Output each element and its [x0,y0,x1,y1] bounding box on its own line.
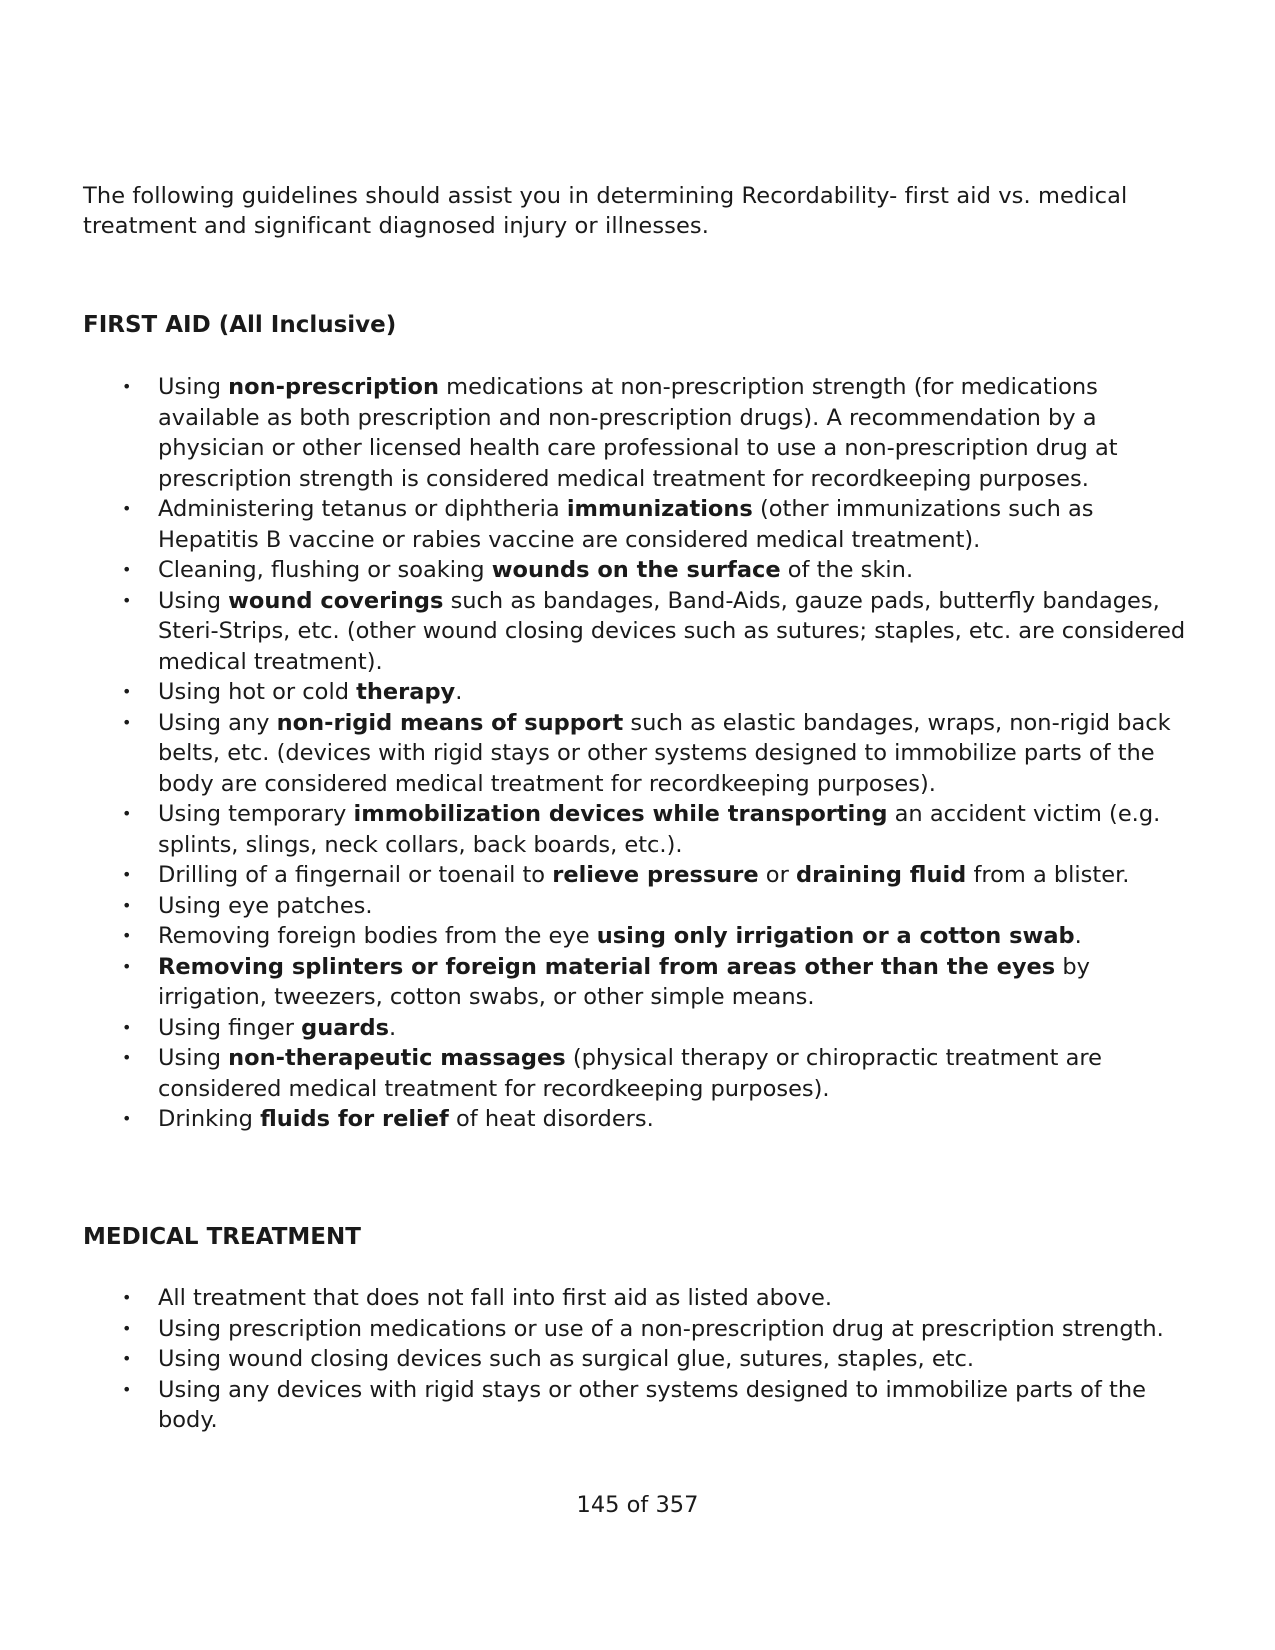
list-item: • Administering tetanus or diphtheria immunizations (other immunizations such as Hepatitis B vaccine or rabies vaccine are considered medical treatment). [122,496,1094,553]
bullet-icon: • [122,377,132,396]
list-item: • All treatment that does not fall into first aid as listed above. [83,1283,1198,1314]
list-item: • Using finger guards. [83,1013,1198,1044]
bullet-icon: • [122,682,132,701]
list-item: • Cleaning, flushing or soaking wounds on the surface of the skin. [83,555,1198,586]
bullet-icon: • [122,895,132,915]
list-item: • Using non-therapeutic massages (physical therapy or chiropractic treatment are considered medical treatment for recordkeeping purposes). [122,1045,1102,1102]
bullet-icon: • [122,926,132,945]
bullet-icon: • [122,1349,132,1368]
bullet-icon: • [122,1288,132,1307]
list-item: • Using wound closing devices such as surgical glue, sutures, staples, etc. [83,1344,1198,1375]
list-item: • Drilling of a fingernail or toenail to relieve pressure or draining fluid from a blister. [83,860,1198,891]
bullet-icon: • [122,1109,132,1128]
list-item: • Using non-prescription medications at non-prescription strength (for medications available as both prescription and non-prescription drugs). A recommendation by a physician or other licensed health care professional to use a non-prescription drug at prescription strength is considered medical treatment for recordkeeping purposes. [122,374,1118,492]
list-item: • Using any devices with rigid stays or other systems designed to immobilize parts of the body. [122,1376,1146,1433]
page-number: 145 of 357 [576,1492,699,1518]
bullet-icon: • [122,1017,132,1037]
list-item: • Removing splinters or foreign material from areas other than the eyes by irrigation, tweezers, cotton swabs, or other simple means. [122,953,1090,1010]
bullet-icon: • [122,865,132,884]
bullet-icon: • [122,499,132,518]
list-item: • Using hot or cold therapy. [83,677,1198,708]
list-item: • Using prescription medications or use of a non-prescription drug at prescription strength. [83,1314,1198,1345]
first-aid-list [83,372,1198,1135]
bullet-icon: • [122,712,132,732]
medical-treatment-heading: MEDICAL TREATMENT [83,1224,361,1250]
list-item: • Drinking fluids for relief of heat disorders. [83,1104,1198,1135]
list-item: • Removing foreign bodies from the eye using only irrigation or a cotton swab. [83,921,1198,952]
bullet-icon: • [122,804,132,823]
bullet-icon: • [122,1318,132,1338]
bullet-icon: • [122,560,132,579]
bullet-icon: • [122,956,132,976]
intro-paragraph: The following guidelines should assist you in determining Recordability- first aid vs. medical treatment and significant diagnosed injury or illnesses. [83,182,1128,239]
list-item: • Using temporary immobilization devices while transporting an accident victim (e.g. splints, slings, neck collars, back boards, etc.). [122,801,1161,858]
list-item: • Using any non-rigid means of support such as elastic bandages, wraps, non-rigid back belts, etc. (devices with rigid stays or other systems designed to immobilize parts of the body are considered medical treatment for recordkeeping purposes). [122,709,1171,797]
medical-treatment-list [83,1283,1198,1436]
list-item: • Using wound coverings such as bandages, Band-Aids, gauze pads, butterfly bandages, Steri-Strips, etc. (other wound closing devices such as sutures; staples, etc. are considered medical treatment). [122,587,1186,675]
bullet-icon: • [122,1379,132,1399]
bullet-icon: • [122,1048,132,1067]
list-item: • Using eye patches. [83,891,1198,922]
bullet-icon: • [122,590,132,610]
first-aid-heading: FIRST AID (All Inclusive) [83,312,397,338]
